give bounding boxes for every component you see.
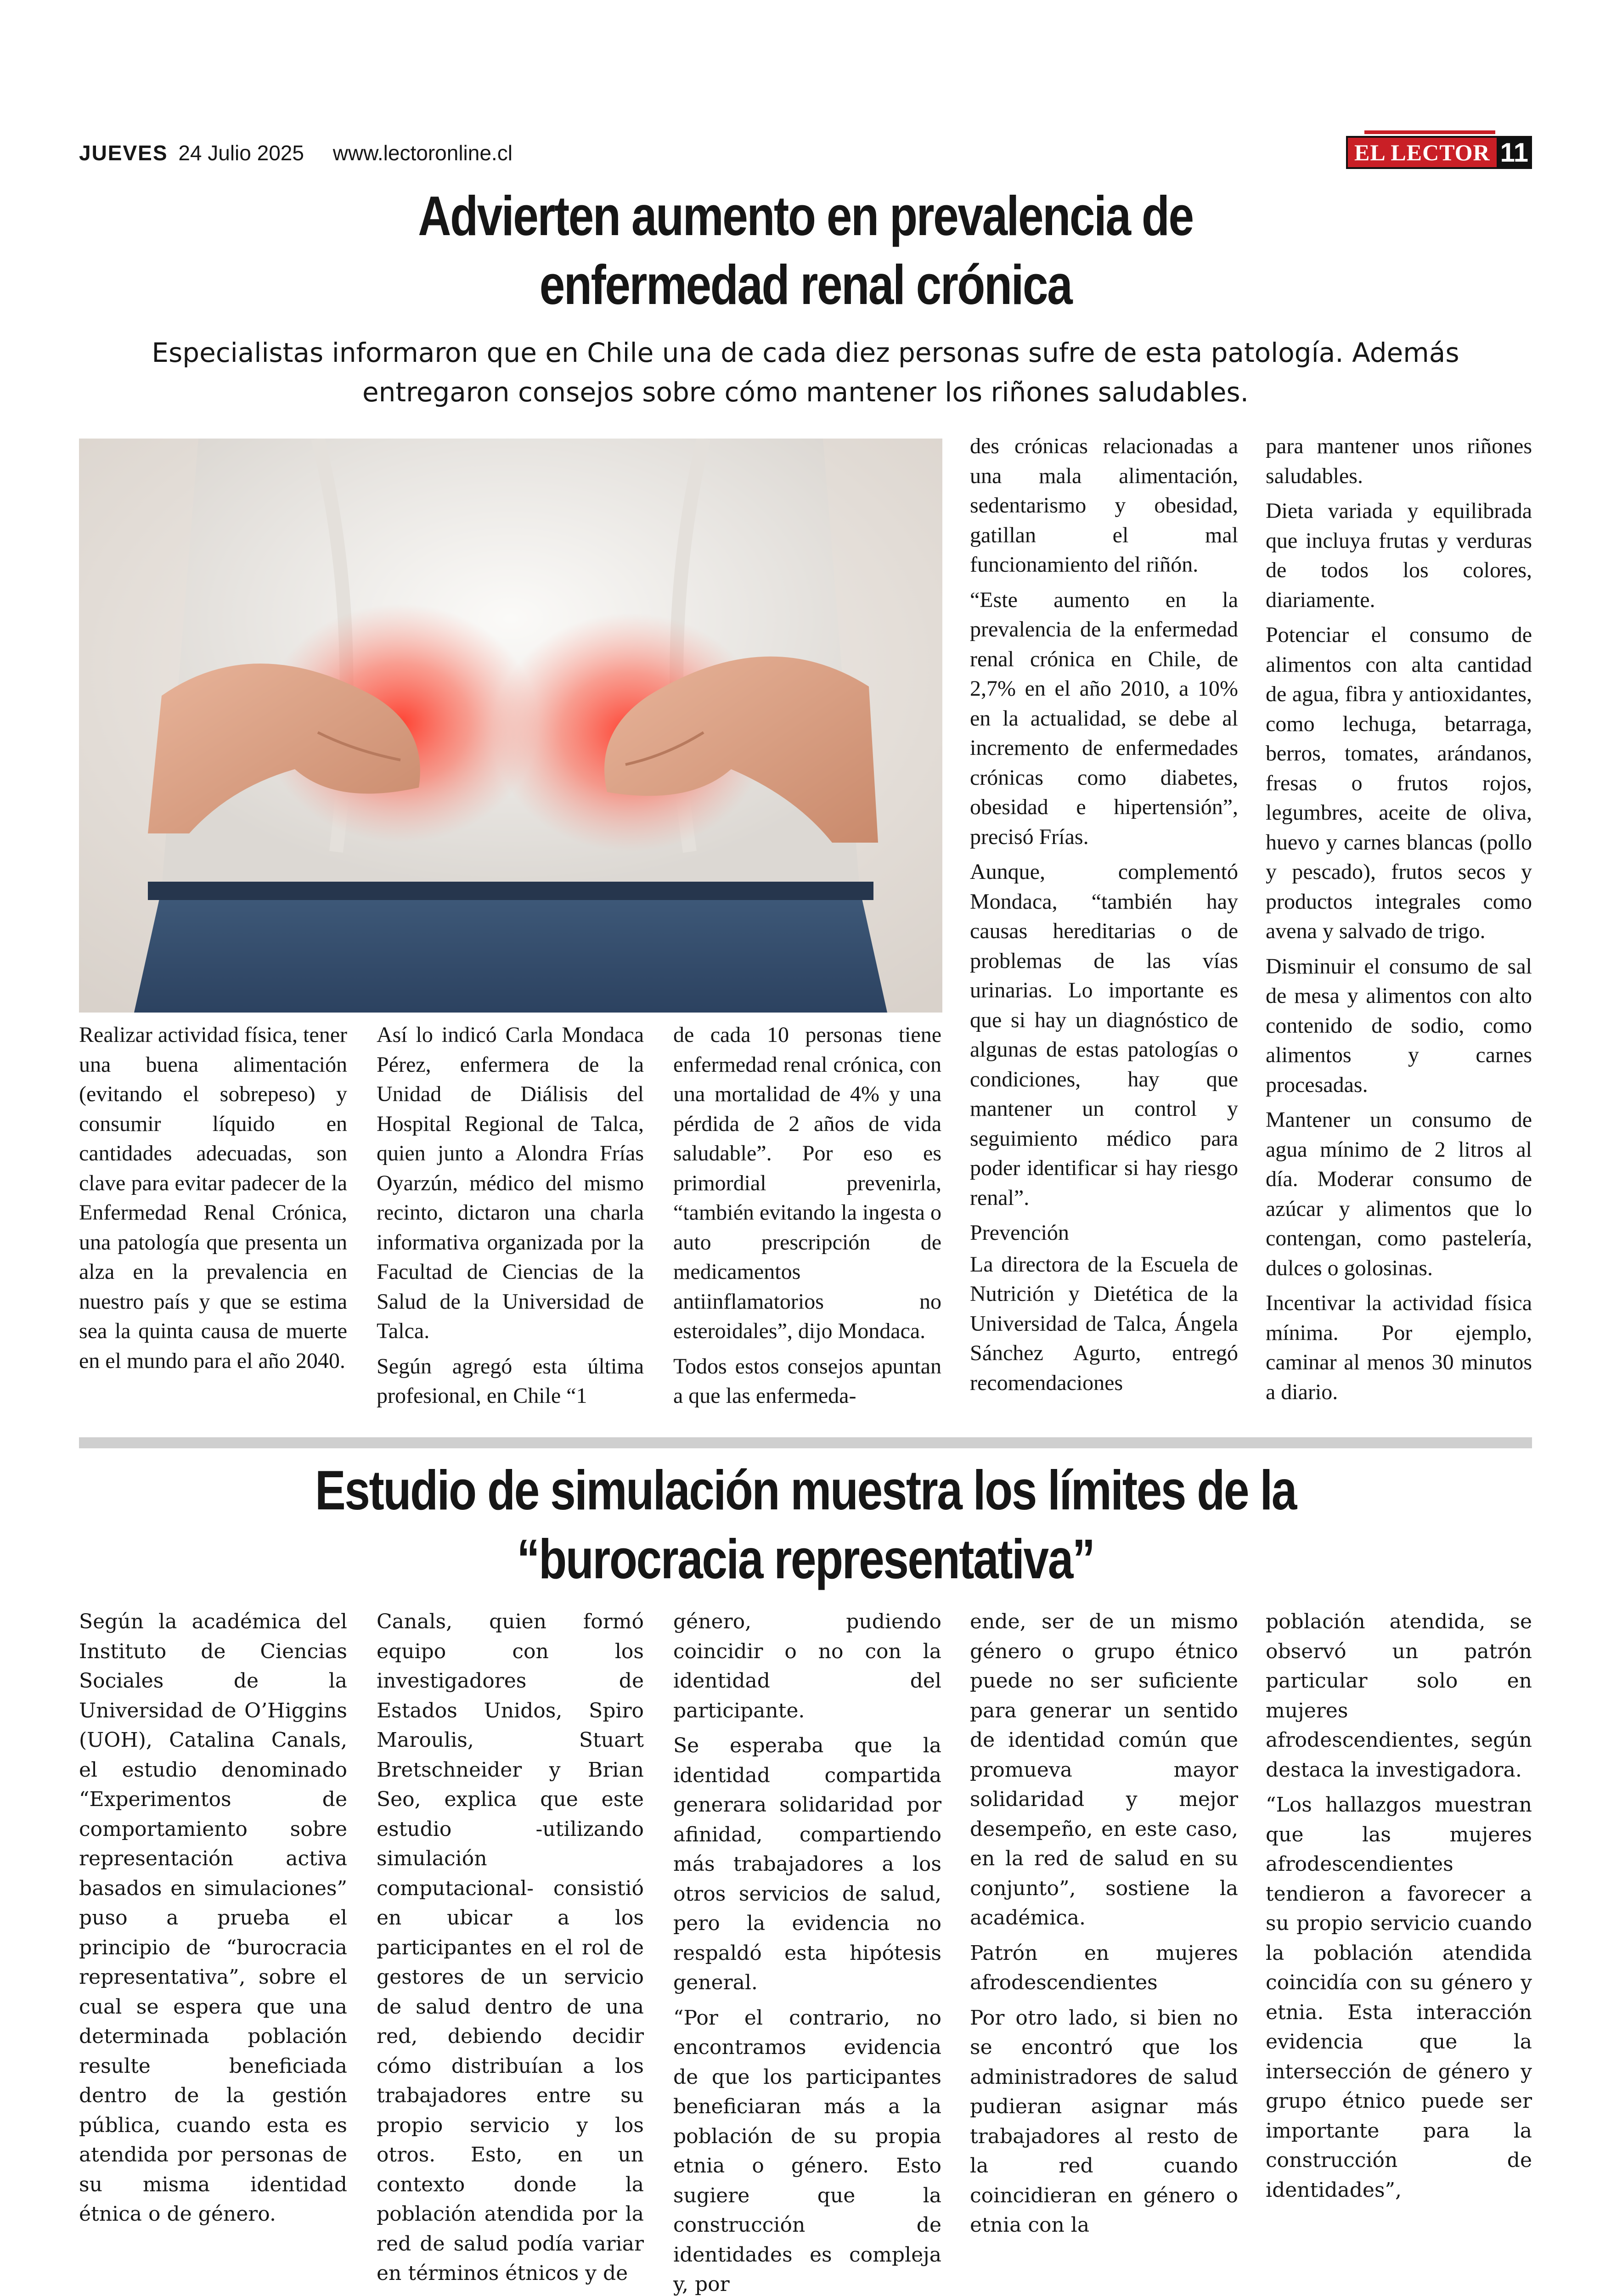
article1-column1: [79, 1020, 347, 1381]
article1-photo: [79, 439, 942, 1013]
article1-column4: [970, 432, 1238, 1403]
article2-column5: [1266, 1607, 1532, 2211]
paragraph: para mantener unos riñones saludables.: [1266, 432, 1532, 491]
back-pain-photo-illustration: [79, 439, 942, 1013]
paragraph: de cada 10 personas tiene enfermedad renal crónica, con una mortalidad de 4% y una pérdida de 2 años de vida saludable”. Por eso es primordial prevenirla, “también evitando la ingesta o auto prescripción de medicamentos antiinflamatorios no esteroidales”, dijo Mondaca.: [673, 1020, 941, 1346]
article2-column2: [377, 1607, 644, 2294]
article1-headline-line1: Advierten aumento en prevalencia de: [210, 181, 1401, 250]
paragraph: Todos estos consejos apuntan a que las enfermeda-: [673, 1352, 941, 1411]
article2-headline-line1: Estudio de simulación muestra los límites de la: [210, 1456, 1401, 1525]
paragraph: Aunque, complementó Mondaca, “también hay causas hereditarias o de problemas de las vías urinarias. Lo importante es que si hay un diagnóstico de algunas de estas patologías o condiciones, hay que mantener un control y seguimiento médico para poder identificar si hay riesgo renal”.: [970, 857, 1238, 1213]
paragraph: población atendida, se observó un patrón particular solo en mujeres afrodescendientes, según destaca la investigadora.: [1266, 1607, 1532, 1785]
paragraph: género, pudiendo coincidir o no con la identidad del participante.: [673, 1607, 941, 1726]
paragraph: Así lo indicó Carla Mondaca Pérez, enfermera de la Unidad de Diálisis del Hospital Regional de Talca, quien junto a Alondra Frías Oyarzún, médico del mismo recinto, dictaron una charla informativa organizada por la Facultad de Ciencias de la Salud de la Universidad de Talca.: [377, 1020, 644, 1346]
paragraph: La directora de la Escuela de Nutrición y Dietética de la Universidad de Talca, Ángela Sánchez Agurto, entregó recomendaciones: [970, 1250, 1238, 1398]
section-divider: [79, 1437, 1532, 1448]
article1-headline-line2: enfermedad renal crónica: [210, 250, 1401, 319]
logo-accent-bar: [1364, 130, 1495, 134]
paragraph: Por otro lado, si bien no se encontró que los administradores de salud pudieran asignar más trabajadores al resto de la red cuando coincidieran en género o etnia con la: [970, 2003, 1238, 2240]
newspaper-logo: [1346, 136, 1532, 169]
article1-headline: [210, 181, 1401, 319]
paragraph: Según agregó esta última profesional, en Chile “1: [377, 1352, 644, 1411]
article1-column2: [377, 1020, 644, 1417]
paragraph: Incentivar la actividad física mínima. Por ejemplo, caminar al menos 30 minutos a diario.: [1266, 1289, 1532, 1407]
paragraph: Potenciar el consumo de alimentos con alta cantidad de agua, fibra y antioxidantes, como lechuga, betarraga, berros, tomates, arándanos, fresas o frutos rojos, legumbres, aceite de oliva, huevo y carnes blancas (pollo y pescado), frutos secos y productos integrales como avena y salvado de trigo.: [1266, 620, 1532, 946]
logo-text: EL LECTOR: [1346, 136, 1497, 169]
paragraph: “Este aumento en la prevalencia de la enfermedad renal crónica en Chile, de 2,7% en el año 2010, a 10% en la actualidad, se debe al incremento de enfermedades crónicas como diabetes, obesidad e hipertensión”, precisó Frías.: [970, 585, 1238, 852]
page-number: 11: [1497, 136, 1532, 169]
paragraph: Según la académica del Instituto de Ciencias Sociales de la Universidad de O’Higgins (UOH), Catalina Canals, el estudio denominado “Experimentos de comportamiento sobre representación activa basados en simulaciones” puso a prueba el principio de “burocracia representativa”, sobre el cual se espera que una determinada población resulte beneficiada dentro de la gestión pública, cuando esta es atendida por personas de su misma identidad étnica o de género.: [79, 1607, 347, 2229]
article2-headline: [210, 1456, 1401, 1593]
paragraph: ende, ser de un mismo género o grupo étnico puede no ser suficiente para generar un sentido de identidad común que promueva mayor solidaridad y mejor desempeño, en este caso, en la red de salud en su conjunto”, sostiene la académica.: [970, 1607, 1238, 1933]
article2-column1: [79, 1607, 347, 2235]
paragraph: “Por el contrario, no encontramos evidencia de que los participantes beneficiaran más a la población de su propia etnia o género. Esto sugiere que la construcción de identidades es compleja y, por: [673, 2003, 941, 2296]
article2-column4: [970, 1607, 1238, 2246]
section-subheading: Patrón en mujeres afrodescendientes: [970, 1939, 1238, 1998]
paragraph: Canals, quien formó equipo con los investigadores de Estados Unidos, Spiro Maroulis, Stuart Bretschneider y Brian Seo, explica que este estudio -utilizando simulación computacional- consistió en ubicar a los participantes en el rol de gestores de un servicio de salud dentro de una red, debiendo decidir cómo distribuían a los trabajadores entre su propio servicio y los otros. Esto, en un contexto donde la población atendida por la red de salud podía variar en términos étnicos y de: [377, 1607, 644, 2289]
article1-column5: [1266, 432, 1532, 1412]
paragraph: des crónicas relacionadas a una mala alimentación, sedentarismo y obesidad, gatillan el mal funcionamiento del riñón.: [970, 432, 1238, 580]
paragraph: Realizar actividad física, tener una buena alimentación (evitando el sobrepeso) y consumir líquido en cantidades adecuadas, son clave para evitar padecer de la Enfermedad Renal Crónica, una patología que presenta un alza en la prevalencia en nuestro país y que se estima sea la quinta causa de muerte en el mundo para el año 2040.: [79, 1020, 347, 1376]
paragraph: Dieta variada y equilibrada que incluya frutas y verduras de todos los colores, diariamente.: [1266, 496, 1532, 615]
header-url: www.lectoronline.cl: [333, 141, 513, 165]
article1-column3: [673, 1020, 941, 1417]
paragraph: Se esperaba que la identidad compartida generara solidaridad por afinidad, compartiendo más trabajadores a los otros servicios de salud, pero la evidencia no respaldó esta hipótesis general.: [673, 1731, 941, 1998]
header-day: JUEVES: [79, 141, 168, 165]
paragraph: Mantener un consumo de agua mínimo de 2 litros al día. Moderar consumo de azúcar y alimentos que lo contengan, como pastelería, dulces o golosinas.: [1266, 1105, 1532, 1283]
paragraph: “Los hallazgos muestran que las mujeres afrodescendientes tendieron a favorecer a su propio servicio cuando la población atendida coincidía con su género y etnia. Esta interacción evidencia que la intersección de género y grupo étnico puede ser importante para la construcción de identidades”,: [1266, 1790, 1532, 2205]
paragraph: Disminuir el consumo de sal de mesa y alimentos con alto contenido de sodio, como alimentos y carnes procesadas.: [1266, 952, 1532, 1100]
article2-column3: [673, 1607, 941, 2296]
article2-headline-line2: “burocracia representativa”: [210, 1525, 1401, 1593]
header-date: 24 Julio 2025: [178, 141, 304, 165]
article1-subhead: Especialistas informaron que en Chile una de cada diez personas sufre de esta patología. Además entregaron consejos sobre cómo mantener los riñones saludables.: [79, 333, 1532, 412]
section-subheading: Prevención: [970, 1218, 1238, 1248]
page-header: [79, 141, 513, 165]
